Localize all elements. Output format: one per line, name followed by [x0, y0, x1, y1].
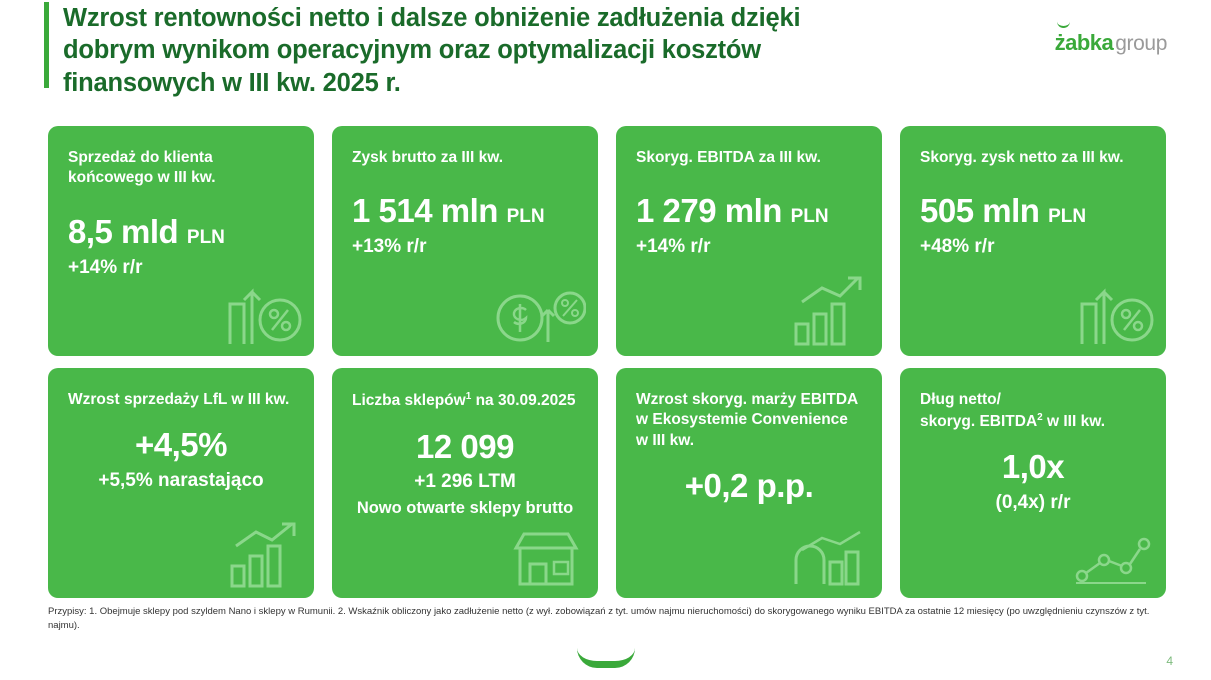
kpi-unit: PLN [790, 206, 829, 228]
kpi-label: Liczba sklepów$^1$ na 30.09.2025 [352, 391, 576, 410]
kpi-value: +4,5% [135, 426, 227, 464]
kpi-subvalue: +5,5% narastająco [98, 470, 264, 492]
kpi-card [900, 126, 1166, 356]
bar-chart-arrow-icon [778, 270, 870, 348]
page-number: 4 [1166, 654, 1173, 668]
arrow-up-percent-icon [210, 270, 302, 348]
kpi-label: Wzrost sprzedaży LfL w III kw. [68, 391, 290, 408]
footnote: Przypisy: 1. Obejmuje sklepy pod szyldem Nano i sklepy w Rumunii. 2. Wskaźnik obliczony jako zadłużenie netto (z wył. zobowiązań z tyt. umów najmu nieruchomości) do skorygowanego wyniku EBITDA za ostatnie 12 miesięcy (po uwzględnieniu czynszów z tyt. najmu). [48, 606, 1150, 631]
kpi-unit: PLN [506, 206, 545, 228]
kpi-subvalue: +1 296 LTM [414, 471, 516, 493]
page-title: Wzrost rentowności netto i dalsze obniżenie zadłużenia dzięki dobrym wynikom operacyjnym oraz optymalizacji kosztów finansowych w III kw. 2025 r. [63, 4, 801, 97]
kpi-value: 1 279 mln PLN [636, 192, 829, 230]
kpi-values [352, 427, 578, 519]
kpi-values [920, 194, 1146, 257]
kpi-subvalue: +13% r/r [352, 236, 427, 258]
bottom-swoosh-icon [577, 648, 635, 668]
kpi-label: Sprzedaż do klienta końcowego w III kw. [68, 149, 216, 187]
kpi-label: Dług netto/ skoryg. EBITDA$^2$ w III kw. [920, 391, 1106, 430]
kpi-value: +0,2 p.p. [684, 467, 814, 505]
kpi-subvalue: +14% r/r [68, 256, 143, 278]
kpi-unit: PLN [1048, 206, 1087, 228]
kpi-card [332, 368, 598, 598]
bar-chart-arrow-icon [782, 528, 870, 590]
kpi-subvalue: +14% r/r [636, 236, 711, 258]
kpi-card [48, 126, 314, 356]
kpi-value: 1,0x [1001, 448, 1065, 486]
kpi-label: Zysk brutto za III kw. [352, 149, 504, 166]
kpi-label: Skoryg. zysk netto za III kw. [920, 149, 1124, 166]
zabka-group-logo [1055, 30, 1167, 56]
kpi-value: 12 099 [416, 427, 514, 465]
coins-percent-icon [490, 270, 586, 348]
kpi-card-grid [48, 126, 1166, 598]
kpi-values [68, 428, 294, 491]
store-icon [506, 528, 586, 590]
kpi-value: 505 mln PLN [920, 192, 1087, 230]
kpi-card [48, 368, 314, 598]
kpi-card [616, 126, 882, 356]
kpi-card [332, 126, 598, 356]
kpi-values [352, 194, 578, 257]
arrow-up-percent-icon [1062, 270, 1154, 348]
kpi-label: Skoryg. EBITDA za III kw. [636, 149, 821, 166]
kpi-subvalue: (0,4x) r/r [995, 491, 1071, 513]
slide-header [0, 0, 1211, 105]
kpi-card [900, 368, 1166, 598]
dots-chart-icon [1066, 530, 1154, 590]
kpi-values [920, 450, 1146, 513]
kpi-subvalue-2: Nowo otwarte sklepy brutto [356, 499, 574, 518]
kpi-values [636, 194, 862, 257]
title-wrap [44, 2, 823, 99]
logo-mark-text: żabka [1054, 30, 1114, 55]
logo-group-text: group [1115, 32, 1167, 55]
kpi-value: 8,5 mld PLN [68, 212, 225, 250]
kpi-values [636, 469, 862, 504]
kpi-values [68, 212, 294, 278]
kpi-subvalue: +48% r/r [920, 236, 995, 258]
kpi-value: 1 514 mln PLN [352, 192, 545, 230]
bar-chart-arrow-icon [210, 520, 302, 590]
kpi-card [616, 368, 882, 598]
kpi-unit: PLN [186, 226, 225, 248]
swoosh-icon [1057, 21, 1070, 28]
title-accent-bar [44, 2, 49, 88]
kpi-label: Wzrost skoryg. marży EBITDA w Ekosystemie Convenience w III kw. [636, 391, 858, 449]
